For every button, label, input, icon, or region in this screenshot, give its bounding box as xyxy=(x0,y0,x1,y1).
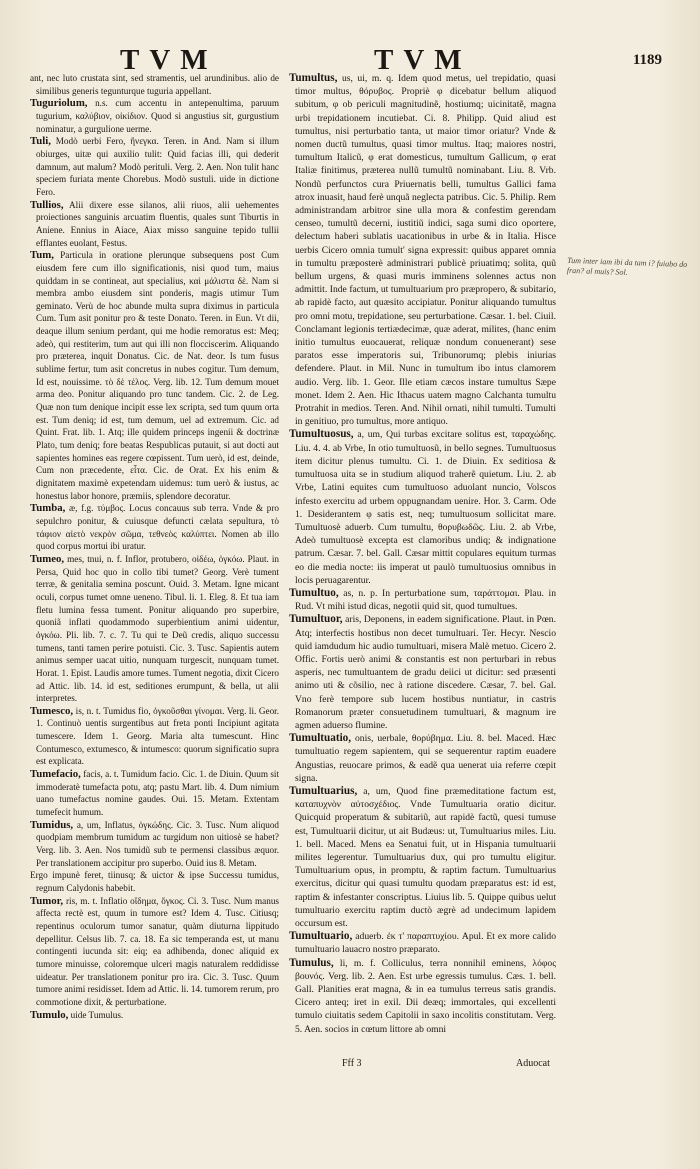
dictionary-entry xyxy=(30,72,279,97)
entry-definition: is, n. t. Tumidus fio, ὀγκοῦσθαι γίνομαι. Verg. li. Geor. 1. Continuò uentis surgentibus aut freta ponti Incipiunt agitata tumescere. Idem 1. Georg. Maria alta tumescunt. Hinc Contumesco, extumesco, & intumesco: quorum significatio supra est explicata. xyxy=(36,705,280,767)
entry-definition: Particula in oratione plerunque subsequens post Cum eiusdem fere cum illo significationis, nisi quod tum, maius quiddam in se contineat, aut specialius, καὶ μάλιστα δὲ. Nam si membra ambo eiusdem sint ponderis, magis utimur Tum geminato. Verù de hoc abunde multa supra diximus in particula Cum. Tum asit ponitur pro & teste Donato. Teren. in Eun. Vt dii, deaque illum senium perdant, qui me hodie remoratus est: Meq; adeò, qui restiterim, tum aut qui illi non flocciscerim. Aliquando pro præterea, inquit Donatus. Cic. de Nat. deor. Is tum fusus sublime fertur, tum asit concretus in nubes cogitur. Tum demum, Id est, nouissime. τὸ δὲ τέλος. Verg. lib. 12. Tum demum mouet arma deo. Ponitur aliquando pro tunc tandem. Cic. 2. de Leg. Quæ non tum denique incipit esse lex scripta, sed tum quum orta est. Tum deniq; id est, tum demum, uel ad extremum. Cic. ad Quint. Frat. lib. 1. Atq; ille quidem princeps ingenii & doctrinæ Plato, tum deniq; fore beatas Respublicas putauit, si aut docti aut sapientes homines eas regere cœpissent. Tum uerò, id est, deinde, Cum non præcedente, εἶτα. Cic. de Orat. Ex his enim & dignitatem maximè expetendam uidemus: tum uerò & iustus, ac honestus labor honore, præmiis, splendore decoratur. xyxy=(36,250,279,501)
entry-definition: æ, f.g. τύμβος. Locus concauus sub terra. Vnde & pro sepulchro ponitur, & cuiusque defuncti cælata sepultura, τὸ τάφιον αἰετὸ νεκρὸν σῶμα, τεθνεὸς καλύπτει. Nomen ab illo quod corpus mortui ibi uratur. xyxy=(36,503,279,552)
dictionary-entry xyxy=(30,895,279,1009)
dictionary-entry xyxy=(30,553,279,705)
catchword: Aduocat xyxy=(516,1058,550,1069)
entry-definition: uide Tumulus. xyxy=(70,1009,124,1020)
entry-headword: Tumultuatio, xyxy=(289,732,352,745)
handwritten-margin-note: Tum inter iam ibi da tam i? fuiabo do fran? al muis? Sol. xyxy=(566,255,688,277)
right-column xyxy=(289,72,556,1036)
entry-headword: Tumultuo, xyxy=(289,586,339,599)
entry-headword: Tum, xyxy=(30,249,54,262)
entry-headword: Tumultuor, xyxy=(289,613,343,626)
dictionary-entry xyxy=(289,72,556,428)
dictionary-entry xyxy=(30,97,279,135)
entry-definition: Ergo impunè feret, tiinusq; & uictor & ipse Successu tumidus, regnum Calydonis habebit. xyxy=(30,870,279,893)
entry-definition: aduerb. ἐκ τ' παραπτυχίου. Apul. Et ex more calido tumultuario lauacro nostro præparato. xyxy=(295,931,556,956)
entry-headword: Tumesco, xyxy=(30,704,74,717)
dictionary-entry xyxy=(30,502,279,553)
signature-mark: Fff 3 xyxy=(342,1058,362,1069)
dictionary-entry xyxy=(289,930,556,956)
entry-headword: Tullios, xyxy=(30,198,64,211)
dictionary-entry xyxy=(30,705,279,768)
entry-definition: n.s. cum accentu in antepenultima, paruum tugurium, καλύβιον, οἰκίδιον. Quod si angustius sit, gurgustium nominatur, a gurgulione uerme. xyxy=(36,98,280,134)
entry-headword: Tumultuosus, xyxy=(289,428,354,441)
page-number: 1189 xyxy=(632,52,662,68)
running-head-right: TVM xyxy=(374,44,472,76)
entry-definition: us, ui, m. q. Idem quod metus, uel trepidatio, quasi timor multus, θόρυβος. Propriè φ dicebatur bellum aliquod subitum, φ ob periculi magnitudinẽ, hostiumq; uicinitatẽ, magna urbi trepidationem incutiebat. Ci. 8. Philipp. Quid aliud est tumultus, nisi perturbatio tanta, ut maior timor oriatur? Vnde & nomen ductũ tumultus, quasi timor multus. Itaq; maiores nostri, tumultum Italicũ, φ erat domesticus, tumultum Gallicum, φ erat Italiæ finitimus, præterea nullũ tumultũ nominabant. Liu. 8. Vrb. Nondũ perfunctos cura Priuernatis belli, tumultus Gallici fama atrox inuasit, haud ferè unquã neglecta patribus. Cic. 5. Philip. Rem administrandam arbitror sine ulla mora & confestim gerendam censeo, tumultũ decerni, iustitiũ indici, saga sumi dico oportere, delectum haberi sublatis uacationibus in urbe & in Italia. Hisce uerbis Cicero omnia tumult' signa expressit: quibus apparet omnia in tumultu præposterè administrari publicè priuatimq; solita, quũ bellum urgens, & quasi muris imminens solennes actus non admittit. Inde factum, ut tumultuarium pro præpropero, & subitario, ab rapidè facto, aut quæsito accipiatur. Ponitur aliquando tumultus pro omni motu, trepidatione, seu perturbatione. Cæsar. 1. bel. Ciuil. Conclamant legionis tertiædecimæ, quæ aderat, milites, (hanc enim initio tumultus euocauerat, reliquæ nondum conuenerant) sese paratos esse imperatoris sui, Tribunorumq; plebis iniurias defendere. Plaut. in Mil. Nunc in tumultum ibo intus clamorem audio. Verg. lib. 1. Geor. Ille etiam cæcos instare tumultus Sæpe monet. Idem 2. Aen. Hic Ithacus uatem magno Calchanta tumultu Protrahit in medios. Teren. And. Nihil ornati, nihil tumulti. Tumulti in genitiuo, pro tumultus, more antiquo. xyxy=(295,73,556,428)
entry-definition: mes, tnui, n. f. Inflor, protubero, οἰδέω, ὀγκόω. Plaut. in Persa, Quid hoc quo in collo tibi tumet? Georg. Verè tument terræ, & genitalia semina poscunt. Ouid. 3. Metam. Igne micant oculi, corpus tumet omne ueneno. Tibul. li. 1. Eleg. 8. Et tua iam fletu lumina fessa tument. Ponitur aliquando pro superbire, quoniã inflati quodammodo superbientium animi uidentur, ὀγκόω. Pli. lib. 7. c. 7. Tu qui te Deũ credis, aliquo successu tumens, tanti tamen perire potuisti. Cic. 3. Tusc. Sapientis autem animus semper uacat uitio, nunquam turgescit, nunquam tumet. Horat. 1. Epist. Laudis amore tumes. Tument negotia, dixit Cicero ad Attic. lib. 14. id est, seditiones erumpunt, & bella, ut alii interpretes. xyxy=(36,553,279,704)
entry-headword: Tumba, xyxy=(30,502,66,515)
entry-headword: Tumultuario, xyxy=(289,930,353,943)
entry-definition: a, um, Qui turbas excitare solitus est, ταραχώδης. Liu. 4. 4. ab Vrbe, In otio tumultuosũ, in bello segnes. Tumultuosus item dicitur plenus tumultu. Ci. 1. de Diuin. Ex seditiosa & tumultuosa uita se in studium aliquod traherẽ quietum. Liu. 2. ab Vrbe, Latini equites cum tumultuoso aduolant nuncio, Volscos infesto exercitu ad urbem oppugnandam uenire. Hor. 3. Carm. Ode 1. Desiderantem φ satis est, neq; tumultuosum sollicitat mare. Tumultuosè aduerb. Cum tumultu, θορυβωδῶς. Liu. 2. ab Vrbe, Adeò tumultuosè excepta est clamoribus undiq; & indignatione patrum. Cæsar. 7. bel. Gall. Cæsar mittit copulares equitum turmas eo die media nocte: iis imperat ut paulò tumultuosius omnibus in locis peruagarentur. xyxy=(295,429,556,586)
left-column xyxy=(30,72,279,1021)
entry-headword: Tumeo, xyxy=(30,552,65,565)
entry-headword: Tumulo, xyxy=(30,1008,69,1021)
entry-definition: aris, Deponens, in eadem significatione. Plaut. in Pœn. Atq; interfectis hostibus non decet tumultuari. Ter. Hecyr. Nescio quid iamdudum hic audio tumultuari, misera Malè metuo. Cicero 2. Offic. Fortis uerò animi & constantis est non perturbari in rebus asperis, nec tumultuantem de gradu deiici ut dicitur: sed præsenti animo uti & cõsilio, nec à ratione discedere. Cæsar, 7. bel. Gal. Vno ferè tempore sub lucem hostibus nuntiatur, in castris Romanorum præter consuetudinem tumultuari, & magnum ire agmen aduerso flumine. xyxy=(295,614,556,731)
dictionary-entry xyxy=(30,869,279,894)
entry-definition: onis, uerbale, θορύβημα. Liu. 8. bel. Maced. Hæc tumultuatio regem sapientem, qui se sequerentur raptim euadere Angustias, reuocare primos, & eadẽ qua uenerat uia referre cœpit signa. xyxy=(295,733,556,784)
entry-definition: Alii dixere esse silanos, alii riuos, alii uehementes proiectiones sanguinis arcuatim fluentis, quales sunt Tiburtis in Aniene. Ennius in Aiace, Aiax misso sanguine tepido tullii efflantes euolant, Festus. xyxy=(36,199,279,248)
entry-definition: a, um, Quod fine præmeditatione factum est, καταπυχνὸν αὐτοσχέδιος. Vnde Tumultuaria oratio dicitur. Quicquid properatum & subitariũ, aut rapidè factũ, quesi tumuse est, Tumultuarii dicitur, ut ait Budæus: ut, Tumultuarius miles. Liu. 1. bell. Maced. Mens ea Senatui fuit, ut in Hispania tumultuarii milites legerentur. Tumultuarius dux, qui pro tumultu eligitur. Tumultuarium opus, in promptu, & raptim factum. Tumultuarius exercitus, dicitur qui quasi tumultu quodam præparatus est: id est, raptim & infestanter conscriptus. Liuius lib. 5. Quippe quibus uelut tumultuario exercitu raptim ductò ægrè ad undecimum lapidem occursum est. xyxy=(295,785,556,929)
entry-definition: a, um, Inflatus, ὀγκώδης. Cic. 3. Tusc. Num aliquod quodpiam membrum tumidum ac turgidum non uitiosè se habet? Verg. lib. 3. Aen. Nos tumidũ sub te permensi classibus æquor. Per translationem accipitur pro superbo. Ouid ius 8. Metam. xyxy=(36,819,280,868)
entry-headword: Tuguriolum, xyxy=(30,97,88,110)
entry-definition: as, n. p. In perturbatione sum, ταράττομαι. Plau. in Rud. Vt mihi istud dicas, negotii quid sit, quod tumultues. xyxy=(295,587,556,613)
dictionary-entry xyxy=(289,957,556,1036)
dictionary-entry xyxy=(30,199,279,250)
dictionary-entry xyxy=(30,819,279,870)
entry-headword: Tumefacio, xyxy=(30,768,81,781)
entry-headword: Tumultuarius, xyxy=(289,784,358,797)
dictionary-entry xyxy=(30,768,279,819)
entry-definition: Modò uerbi Fero, ἤνεγκα. Teren. in And. Nam si illum obiurges, uitæ qui auxilio tulit: Quid facias illi, qui dederit damnum, aut malum? Modò perituli. Verg. 2. Aen. Non tulit hanc speciem furiata mente Chorebus. Modò sustuli. uide in dictione Fero. xyxy=(36,136,279,197)
entry-definition: ant, nec luto crustata sint, sed stramentis, uel arundinibus. alio de similibus generis tegunturque tuguria appellant. xyxy=(30,73,279,96)
dictionary-entry xyxy=(289,428,556,586)
entry-definition: facis, a. t. Tumidum facio. Cic. 1. de Diuin. Quum sit immoderatè tumefacta potu, atq; pastu Mart. lib. 4. Dum nimium uano tumefactus nomine gaudes. Oui. 15. Metam. Extentam tumefecit humum. xyxy=(36,769,280,818)
entry-headword: Tumidus, xyxy=(30,818,74,831)
dictionary-entry xyxy=(30,135,279,198)
dictionary-entry xyxy=(30,249,279,502)
entry-headword: Tumultus, xyxy=(289,72,338,84)
dictionary-entry xyxy=(289,785,556,930)
entry-definition: li, m. f. Colliculus, terra nonnihil eminens, λόφος βουνός. Verg. lib. 2. Aen. Est urbe egressis tumulus. Cæs. 1. bell. Gall. Planities erat magna, & in ea tumulus terreus satis grandis. Cicero anteq; iret in exil. Dii deæq; immortales, qui excellenti tumulo ciuitatis sedem Capitolii in saxo incolitis constitutam. Verg. 5. Aen. socios in cœtum littore ab omni xyxy=(295,957,556,1035)
entry-headword: Tumor, xyxy=(30,894,64,907)
dictionary-entry xyxy=(30,1009,279,1022)
entry-definition: ris, m. t. Inflatio οἴδημα, ὄγκος. Ci. 3. Tusc. Num manus affecta rectè est, quum in tumore est? Idem 4. Tusc. Citiusq; repentinus oculorum tumor sanatur, quàm diuturna lippitudo depellitur. Celsus lib. 7. ca. 18. Ea sic temperanda est, ut manu contingenti iucunda sit: eiq; ea adhibenda, donec aliquid ex tumore minuisse, coloremque ulceri magis naturalem reddidisse uideatur. Per translationem ponitur pro ira. Cic. 3. Tusc. Quum tumore animi residisset. Idem ad Attic. li. 14. tumorem rerum, pro commotione dixit, & perturbatione. xyxy=(36,895,280,1007)
dictionary-entry xyxy=(289,732,556,785)
running-head-left: TVM xyxy=(120,44,218,76)
entry-headword: Tumulus, xyxy=(289,956,334,969)
dictionary-entry xyxy=(289,587,556,613)
entry-headword: Tuli, xyxy=(30,135,51,148)
dictionary-entry xyxy=(289,613,556,732)
